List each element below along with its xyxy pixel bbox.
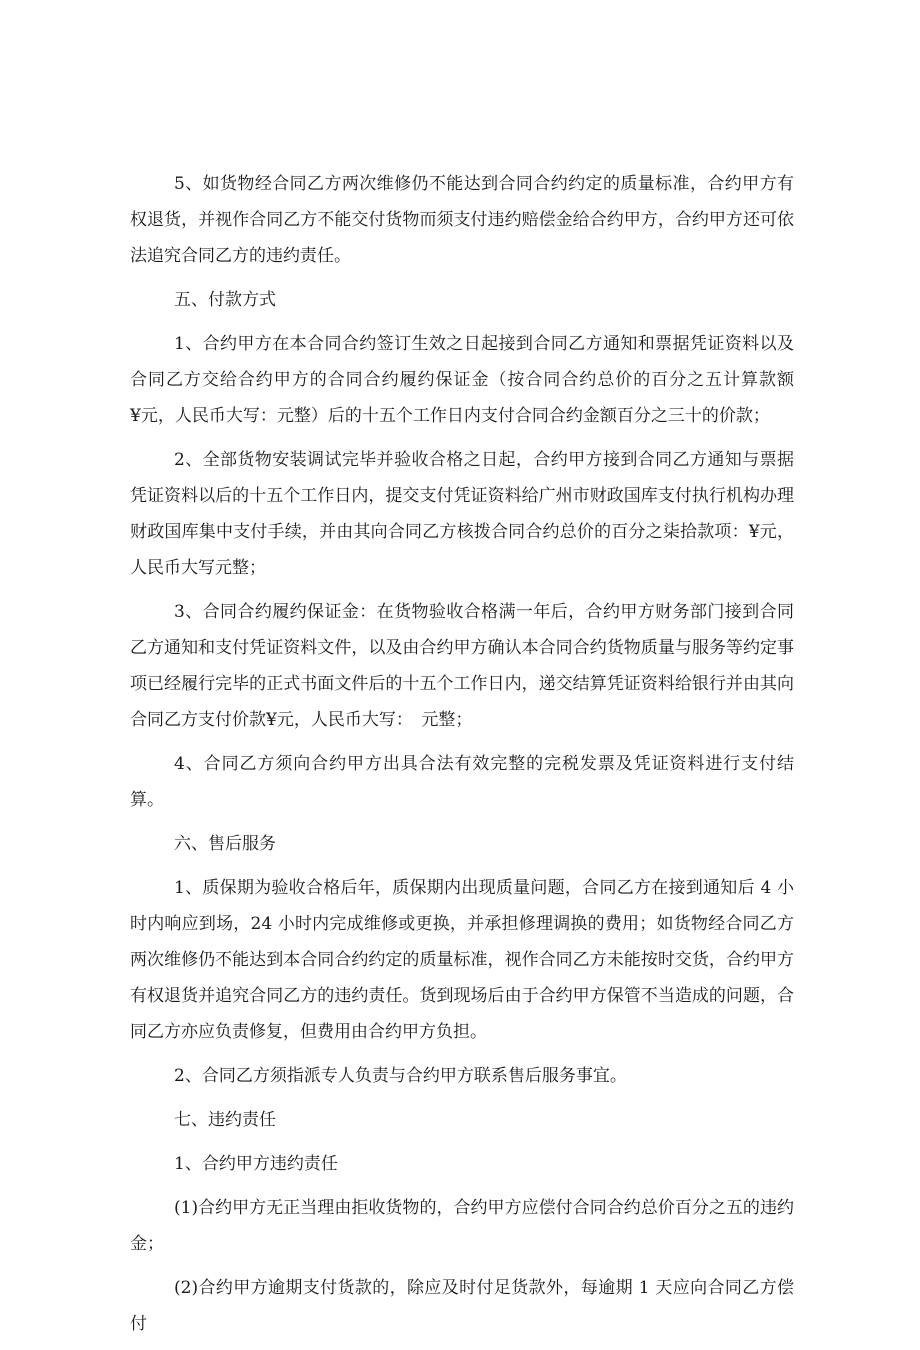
clause-5-4-paragraph: 4、合同乙方须向合约甲方出具合法有效完整的完税发票及凭证资料进行支付结算。	[130, 754, 794, 810]
clause-5-2-paragraph: 2、全部货物安装调试完毕并验收合格之日起，合约甲方接到合同乙方通知与票据凭证资料以后的十五个工作日内，提交支付凭证资料给广州市财政国库支付执行机构办理财政国库集中支付手续，并由其向合同乙方核拨合同合约总价的百分之柒拾款项：¥元，人民币大写元整；	[130, 450, 794, 578]
section-5-heading: 五、付款方式	[174, 290, 276, 310]
section-6-heading: 六、售后服务	[174, 834, 276, 854]
subsection-7-1-heading: 1、合约甲方违约责任	[174, 1154, 338, 1174]
clause-7-1-1-paragraph: (1)合约甲方无正当理由拒收货物的，合约甲方应偿付合同合约总价百分之五的违约金；	[130, 1198, 794, 1254]
section-7-heading: 七、违约责任	[174, 1110, 276, 1130]
clause-6-2-paragraph: 2、合同乙方须指派专人负责与合约甲方联系售后服务事宜。	[174, 1066, 627, 1086]
clause-5-3-paragraph: 3、合同合约履约保证金：在货物验收合格满一年后，合约甲方财务部门接到合同乙方通知和支付凭证资料文件，以及由合约甲方确认本合同合约货物质量与服务等约定事项已经履行完毕的正式书面文件后的十五个工作日内，递交结算凭证资料给银行并由其向合同乙方支付价款¥元，人民币大写： 元整；	[130, 602, 794, 730]
clause-7-1-2-paragraph: (2)合约甲方逾期支付货款的，除应及时付足货款外，每逾期 1 天应向合同乙方偿付	[130, 1278, 794, 1334]
clause-4-5-paragraph: 5、如货物经合同乙方两次维修仍不能达到合同合约约定的质量标准，合约甲方有权退货，并视作合同乙方不能交付货物而须支付违约赔偿金给合约甲方，合约甲方还可依法追究合同乙方的违约责任。	[130, 174, 794, 266]
document-body	[130, 166, 794, 1350]
clause-6-1-paragraph: 1、质保期为验收合格后年，质保期内出现质量问题，合同乙方在接到通知后 4 小时内响应到场，24 小时内完成维修或更换，并承担修理调换的费用；如货物经合同乙方两次维修仍不能达到本合同合约约定的质量标准，视作合同乙方未能按时交货，合约甲方有权退货并追究合同乙方的违约责任。货到现场后由于合约甲方保管不当造成的问题，合同乙方亦应负责修复，但费用由合约甲方负担。	[130, 878, 794, 1042]
clause-5-1-paragraph: 1、合约甲方在本合同合约签订生效之日起接到合同乙方通知和票据凭证资料以及合同乙方交给合约甲方的合同合约履约保证金（按合同合约总价的百分之五计算款额¥元，人民币大写：元整）后的十五个工作日内支付合同合约金额百分之三十的价款；	[130, 334, 794, 426]
